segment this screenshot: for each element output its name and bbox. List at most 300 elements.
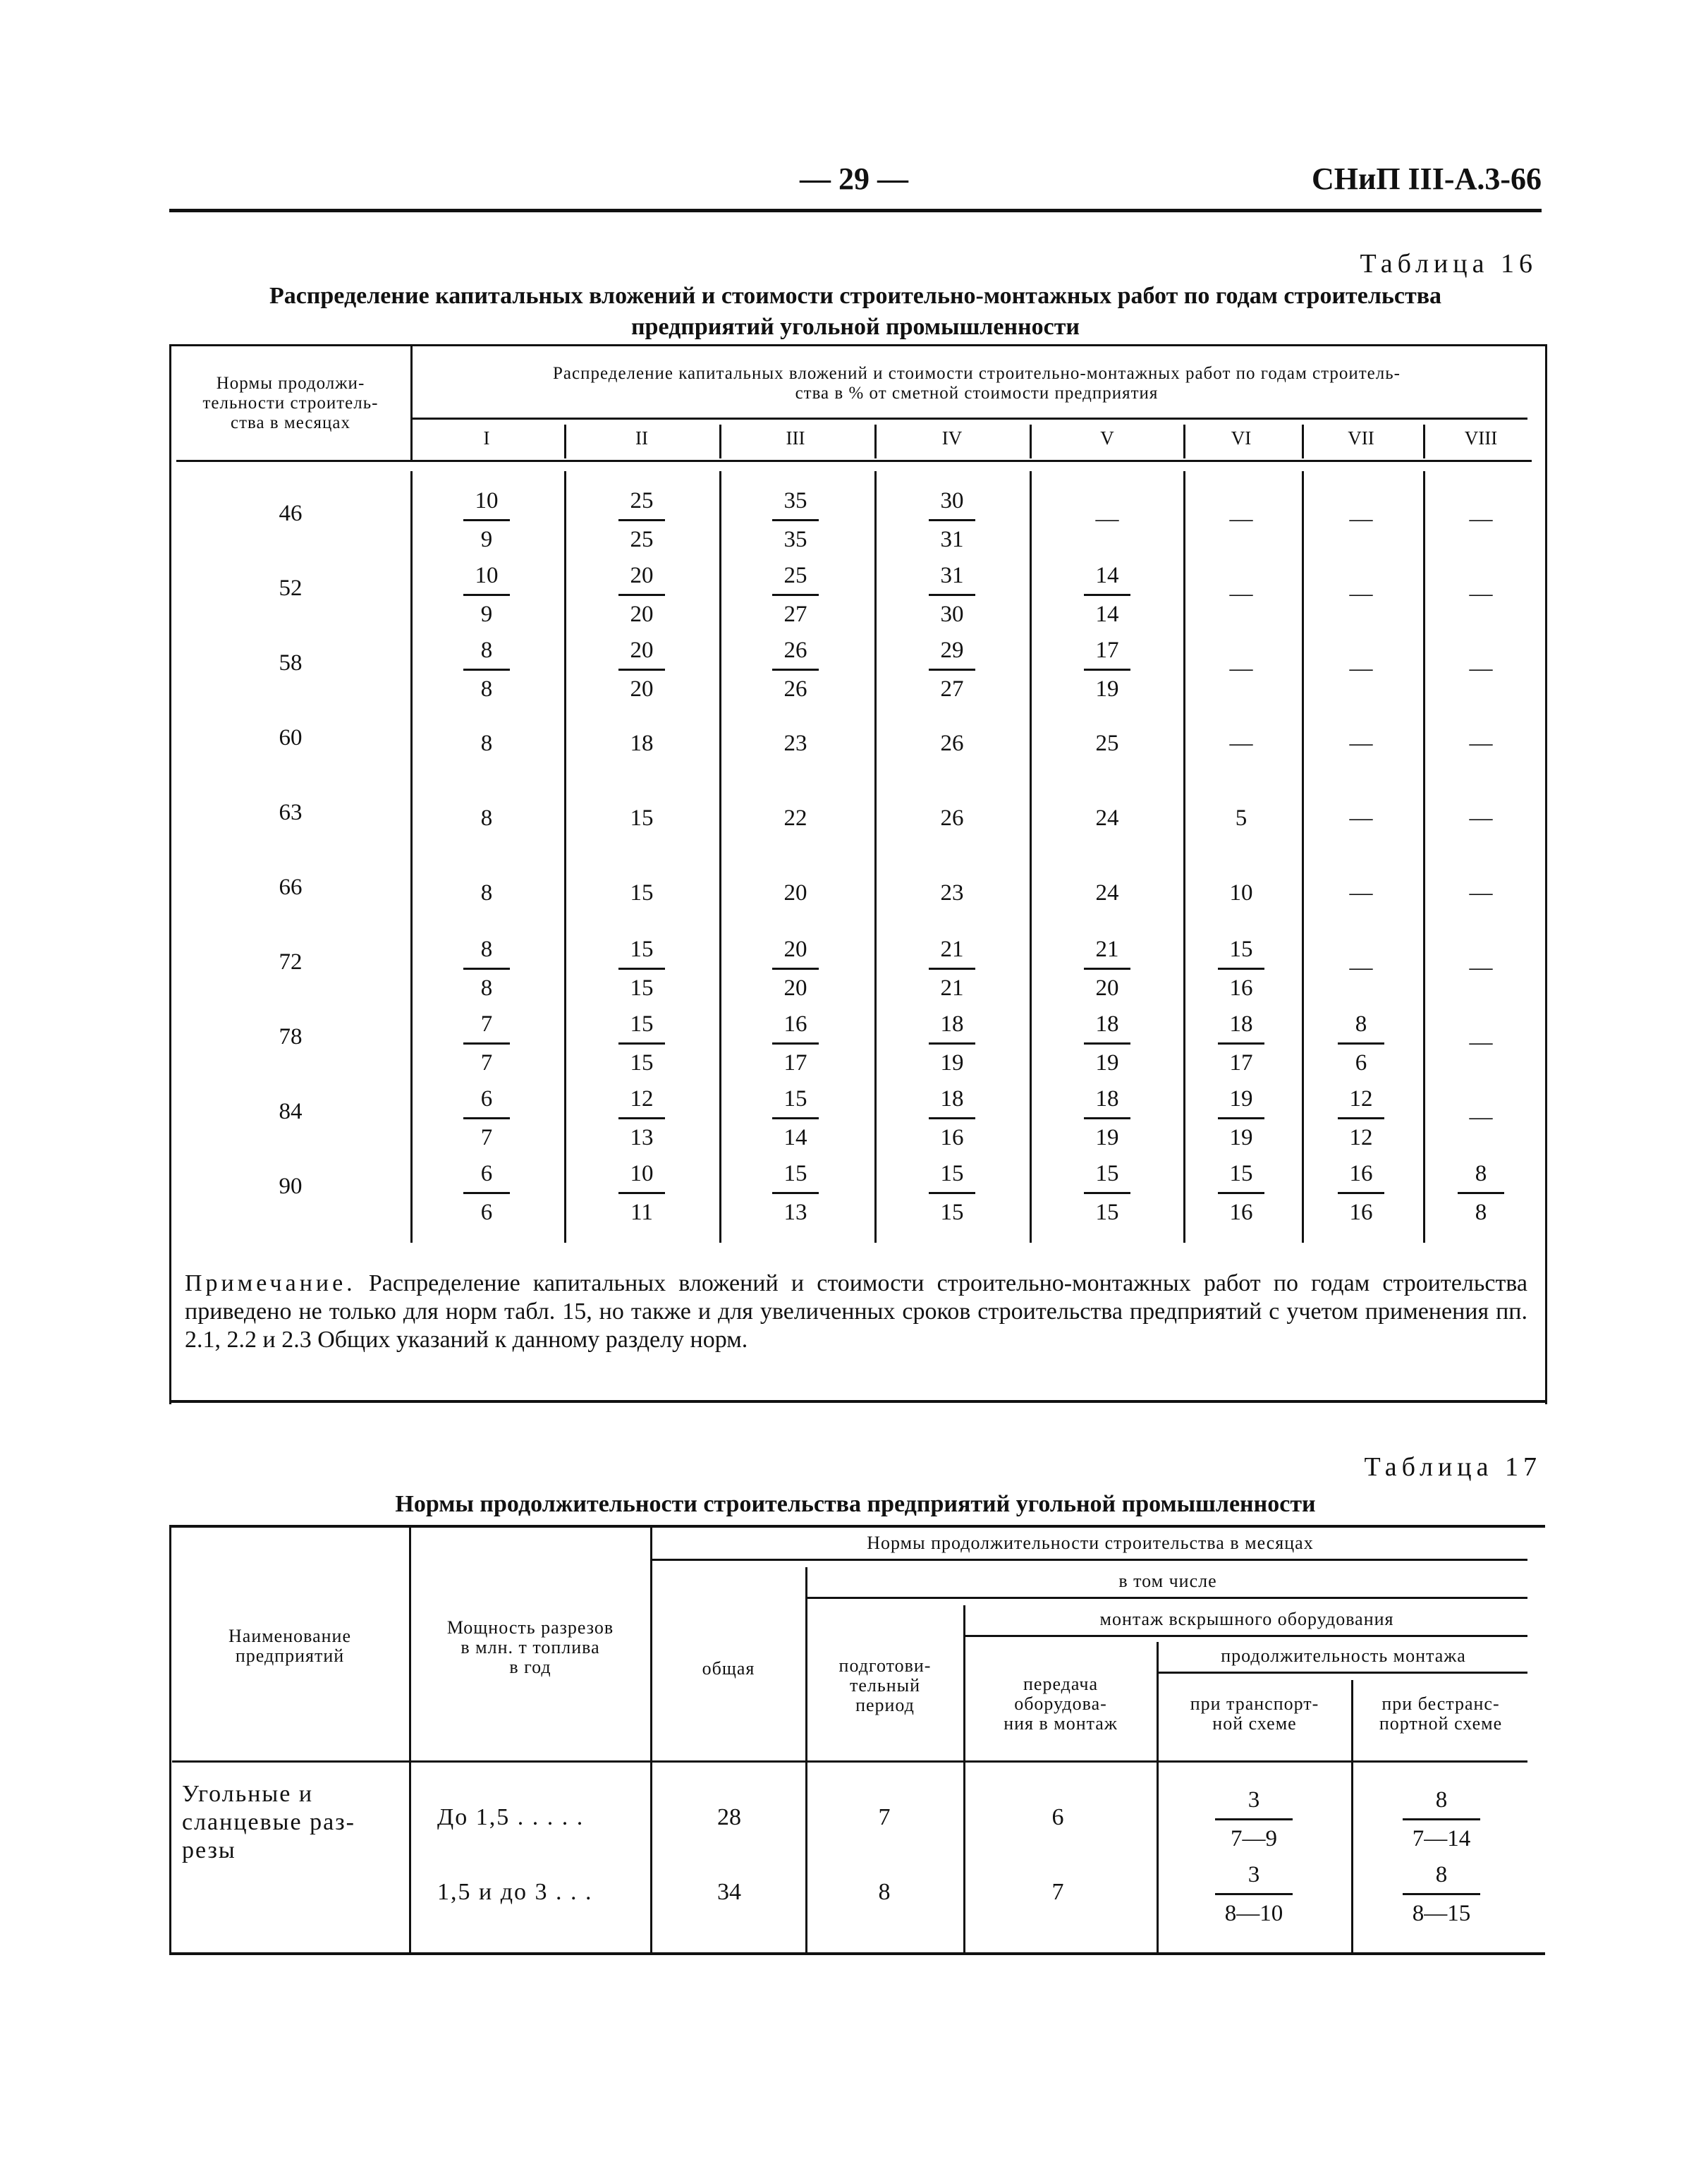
single-value: 10 <box>1229 880 1253 906</box>
percent-cell <box>757 1157 834 1229</box>
numerator: 21 <box>940 937 964 962</box>
body-column-divider <box>719 471 721 1243</box>
percent-cell <box>1068 783 1146 835</box>
denominator: 20 <box>630 602 654 627</box>
denominator: 20 <box>630 676 654 702</box>
col0-header-line: тельности строитель- <box>202 394 379 413</box>
fraction-bar <box>772 594 819 596</box>
row-months: 72 <box>279 949 303 975</box>
numerator: 29 <box>940 638 964 663</box>
h-prep-line: тельный <box>849 1675 921 1696</box>
numerator: 15 <box>1229 937 1253 962</box>
percent-cell <box>448 932 525 1005</box>
empty-dash: — <box>1349 581 1373 607</box>
empty-dash: — <box>1229 506 1253 532</box>
denominator: 7—9 <box>1231 1826 1277 1851</box>
table17-col-divider <box>1157 1642 1159 1952</box>
transfer-cell: 6 <box>1051 1804 1064 1830</box>
numerator: 21 <box>1095 937 1119 962</box>
percent-cell <box>913 633 991 706</box>
table17-including-rule <box>807 1597 1527 1599</box>
row-months: 90 <box>279 1174 303 1199</box>
percent-cell <box>603 633 681 706</box>
percent-cell <box>1322 783 1400 835</box>
row-months: 60 <box>279 725 303 750</box>
fraction-bar <box>618 1192 665 1194</box>
table17-col-divider <box>409 1528 411 1952</box>
table16-note <box>185 1270 1527 1354</box>
denominator: 19 <box>1229 1125 1253 1150</box>
numerator: 20 <box>630 638 654 663</box>
fraction-bar <box>772 1192 819 1194</box>
table17-enterprise-name <box>182 1780 394 1865</box>
year-header-1: I <box>483 427 490 449</box>
table17-h-transfer <box>966 1674 1155 1734</box>
denominator: 15 <box>630 1050 654 1076</box>
note-text: Распределение капитальных вложений и стоимости строительно-монтажных работ по годам строительства приведено не только для норм табл. 15, но также и для увеличенных сроков строительства предприятий с учетом применения пп. 2.1, 2.2 и 2.3 Общих указаний к данному разделу норм. <box>185 1270 1527 1353</box>
table17-col-divider <box>1351 1680 1353 1952</box>
denominator: 15 <box>1095 1200 1119 1225</box>
capacity-cell: 1,5 и до 3 . . . <box>437 1879 593 1905</box>
denominator: 19 <box>940 1050 964 1076</box>
denominator: 9 <box>480 602 493 627</box>
table17-col-divider <box>805 1567 807 1952</box>
numerator: 31 <box>940 563 964 588</box>
percent-cell <box>1068 932 1146 1005</box>
table16-header-bottom-rule <box>176 460 1532 462</box>
percent-cell <box>1068 559 1146 631</box>
year-header-5: V <box>1100 427 1114 449</box>
body-column-divider <box>1423 471 1425 1243</box>
single-value: 15 <box>630 880 654 906</box>
denominator: 13 <box>630 1125 654 1150</box>
year-header-divider <box>1183 425 1185 458</box>
fraction-bar <box>463 519 510 521</box>
h-capacity-line: в млн. т топлива <box>460 1637 600 1657</box>
empty-dash: — <box>1349 731 1373 756</box>
fraction-bar <box>1084 594 1130 596</box>
table16-bottom-rule <box>169 1400 1545 1403</box>
percent-cell <box>1202 1007 1280 1080</box>
percent-cell <box>1442 1007 1520 1059</box>
percent-cell <box>913 559 991 631</box>
numerator: 6 <box>480 1086 493 1112</box>
table17-h-including: в том числе <box>1118 1571 1217 1591</box>
percent-cell <box>913 1082 991 1155</box>
fraction-bar <box>463 1042 510 1045</box>
h-transfer-line: передача <box>1023 1674 1098 1694</box>
fraction-bar <box>1218 968 1264 970</box>
table16-col0-header <box>171 374 410 433</box>
percent-cell <box>1202 708 1280 760</box>
empty-dash: — <box>1469 656 1493 681</box>
fraction-bar <box>463 669 510 671</box>
denominator: 9 <box>480 527 493 552</box>
percent-cell <box>603 708 681 760</box>
percent-cell <box>603 858 681 910</box>
empty-dash: — <box>1229 656 1253 681</box>
denominator: 11 <box>630 1200 653 1225</box>
denominator: 16 <box>940 1125 964 1150</box>
percent-cell <box>1068 633 1146 706</box>
single-value: 18 <box>630 731 654 756</box>
percent-cell <box>913 1007 991 1080</box>
percent-cell <box>1322 633 1400 686</box>
numerator: 8 <box>1475 1161 1487 1186</box>
percent-cell <box>1068 708 1146 760</box>
fraction-bar <box>772 1042 819 1045</box>
fraction-bar <box>929 1192 975 1194</box>
table17-h-name <box>172 1626 408 1666</box>
percent-cell <box>1068 1157 1146 1229</box>
fraction-bar <box>772 669 819 671</box>
numerator: 15 <box>783 1086 807 1112</box>
numerator: 18 <box>1095 1086 1119 1112</box>
h-nontransport-line: портной схеме <box>1379 1713 1503 1734</box>
percent-cell <box>913 708 991 760</box>
percent-cell <box>1202 633 1280 686</box>
fraction-bar <box>929 519 975 521</box>
year-header-divider <box>564 425 566 458</box>
numerator: 30 <box>940 488 964 513</box>
single-value: 20 <box>783 880 807 906</box>
percent-cell <box>1322 708 1400 760</box>
fraction-bar <box>618 1042 665 1045</box>
row-months: 52 <box>279 576 303 601</box>
denominator: 26 <box>783 676 807 702</box>
denominator: 27 <box>940 676 964 702</box>
denominator: 7—14 <box>1412 1826 1471 1851</box>
h-name-line: Наименование <box>228 1626 351 1646</box>
denominator: 16 <box>1349 1200 1373 1225</box>
total-cell: 28 <box>717 1804 741 1830</box>
row-months: 66 <box>279 875 303 900</box>
fraction-bar <box>1218 1042 1264 1045</box>
numerator: 18 <box>1229 1011 1253 1037</box>
fraction-bar <box>463 968 510 970</box>
percent-cell <box>603 932 681 1005</box>
document-reference: СНиП III-А.3-66 <box>1311 162 1542 196</box>
percent-cell <box>1442 783 1520 835</box>
percent-cell <box>1322 858 1400 910</box>
percent-cell <box>1202 783 1280 835</box>
empty-dash: — <box>1349 805 1373 831</box>
numerator: 18 <box>940 1011 964 1037</box>
fraction-bar <box>772 1117 819 1119</box>
numerator: 16 <box>1349 1161 1373 1186</box>
fraction-bar <box>772 519 819 521</box>
row-months: 58 <box>279 650 303 676</box>
percent-cell <box>1442 708 1520 760</box>
percent-cell <box>757 559 834 631</box>
row-months: 63 <box>279 800 303 825</box>
row-months: 84 <box>279 1099 303 1124</box>
h-transport-line: при транспорт- <box>1190 1693 1319 1714</box>
percent-cell <box>603 1007 681 1080</box>
prep-cell: 7 <box>878 1804 891 1830</box>
table17-h-prep <box>808 1656 962 1715</box>
percent-cell <box>448 633 525 706</box>
table17-col-divider <box>650 1528 652 1952</box>
table17-top-rule <box>169 1525 1545 1528</box>
denominator: 16 <box>1229 975 1253 1001</box>
fraction-bar <box>1084 1192 1130 1194</box>
capacity-cell: До 1,5 . . . . . <box>437 1804 585 1830</box>
denominator: 8—15 <box>1412 1901 1471 1926</box>
numerator: 10 <box>630 1161 654 1186</box>
numerator: 35 <box>783 488 807 513</box>
denominator: 7 <box>480 1050 493 1076</box>
table17-col-divider <box>963 1605 965 1952</box>
table17-h-norms: Нормы продолжительности строительства в месяцах <box>867 1533 1314 1553</box>
fraction-bar <box>618 968 665 970</box>
prep-cell: 8 <box>878 1879 891 1905</box>
single-value: 24 <box>1095 880 1119 906</box>
empty-dash: — <box>1469 731 1493 756</box>
numerator: 10 <box>475 488 499 513</box>
fraction-bar <box>463 1192 510 1194</box>
year-header-2: II <box>635 427 648 449</box>
fraction-bar <box>1458 1192 1504 1194</box>
empty-dash: — <box>1469 955 1493 980</box>
fraction-bar <box>929 968 975 970</box>
fraction-bar <box>1215 1818 1293 1820</box>
numerator: 10 <box>475 563 499 588</box>
empty-dash: — <box>1349 880 1373 906</box>
fraction-bar <box>1338 1117 1384 1119</box>
percent-cell <box>1202 1082 1280 1155</box>
percent-cell <box>1322 559 1400 611</box>
percent-cell <box>603 484 681 556</box>
fraction-bar <box>929 594 975 596</box>
percent-cell <box>1442 633 1520 686</box>
percent-cell <box>1322 1157 1400 1229</box>
transport-cell <box>1197 1858 1310 1930</box>
enterprise-name-line: Угольные и <box>182 1781 314 1807</box>
percent-cell <box>1322 1082 1400 1155</box>
empty-dash: — <box>1229 581 1253 607</box>
numerator: 8 <box>480 937 493 962</box>
table17-bottom-rule <box>169 1952 1545 1955</box>
percent-cell <box>1068 484 1146 536</box>
fraction-bar <box>1338 1192 1384 1194</box>
percent-cell <box>448 484 525 556</box>
numerator: 19 <box>1229 1086 1253 1112</box>
table16-title <box>169 281 1542 343</box>
denominator: 16 <box>1229 1200 1253 1225</box>
percent-cell <box>757 633 834 706</box>
h-capacity-line: в год <box>509 1657 551 1677</box>
table17-h-duration: продолжительность монтажа <box>1221 1645 1466 1666</box>
col0-header-line: ства в месяцах <box>230 413 350 432</box>
note-lead: Примечание. <box>185 1270 356 1296</box>
fraction-bar <box>1084 1117 1130 1119</box>
h-transfer-line: ния в монтаж <box>1004 1713 1118 1734</box>
numerator: 25 <box>783 563 807 588</box>
denominator: 15 <box>630 975 654 1001</box>
percent-cell <box>448 1157 525 1229</box>
table17-mount-rule <box>965 1635 1527 1637</box>
empty-dash: — <box>1349 506 1373 532</box>
percent-cell <box>448 1007 525 1080</box>
numerator: 6 <box>480 1161 493 1186</box>
denominator: 17 <box>783 1050 807 1076</box>
fraction-bar <box>929 669 975 671</box>
single-value: 26 <box>940 805 964 831</box>
year-header-7: VII <box>1348 427 1374 449</box>
percent-cell <box>448 559 525 631</box>
year-header-3: III <box>786 427 805 449</box>
single-value: 25 <box>1095 731 1119 756</box>
denominator: 14 <box>1095 602 1119 627</box>
enterprise-name-line: сланцевые раз- <box>182 1809 355 1835</box>
percent-cell <box>603 1082 681 1155</box>
denominator: 14 <box>783 1125 807 1150</box>
h-prep-line: период <box>855 1695 915 1715</box>
table17-title: Нормы продолжительности строительства предприятий угольной промышленности <box>395 1491 1316 1517</box>
numerator: 16 <box>783 1011 807 1037</box>
percent-cell <box>448 858 525 910</box>
empty-dash: — <box>1469 506 1493 532</box>
numerator: 15 <box>630 937 654 962</box>
fraction-bar <box>618 1117 665 1119</box>
denominator: 30 <box>940 602 964 627</box>
row-months: 46 <box>279 501 303 526</box>
table17-norms-rule <box>652 1559 1527 1561</box>
percent-cell <box>1442 858 1520 910</box>
denominator: 20 <box>1095 975 1119 1001</box>
percent-cell <box>757 1082 834 1155</box>
table16-group-header <box>416 364 1537 403</box>
header-rule <box>169 209 1542 212</box>
percent-cell <box>448 783 525 835</box>
numerator: 12 <box>630 1086 654 1112</box>
fraction-bar <box>1084 968 1130 970</box>
page-number: — 29 — <box>800 162 908 196</box>
denominator: 8 <box>480 676 493 702</box>
percent-cell <box>913 858 991 910</box>
percent-cell <box>757 484 834 556</box>
table16-label: Таблица 16 <box>1360 249 1537 279</box>
percent-cell <box>1442 1082 1520 1134</box>
percent-cell <box>913 932 991 1005</box>
year-header-8: VIII <box>1464 427 1498 449</box>
percent-cell <box>1068 858 1146 910</box>
empty-dash: — <box>1469 805 1493 831</box>
numerator: 3 <box>1248 1787 1260 1813</box>
denominator: 8 <box>1475 1200 1487 1225</box>
table17-h-capacity <box>412 1618 649 1677</box>
numerator: 25 <box>630 488 654 513</box>
percent-cell <box>1068 1082 1146 1155</box>
fraction-bar <box>1084 669 1130 671</box>
fraction-bar <box>1084 1042 1130 1045</box>
fraction-bar <box>463 1117 510 1119</box>
numerator: 3 <box>1248 1862 1260 1887</box>
percent-cell <box>1202 484 1280 536</box>
enterprise-name-line: резы <box>182 1837 236 1863</box>
numerator: 12 <box>1349 1086 1373 1112</box>
percent-cell <box>603 783 681 835</box>
transport-cell <box>1197 1783 1310 1856</box>
single-value: 23 <box>783 731 807 756</box>
body-column-divider <box>564 471 566 1243</box>
numerator: 7 <box>480 1011 493 1037</box>
fraction-bar <box>772 968 819 970</box>
body-column-divider <box>1030 471 1032 1243</box>
h-transfer-line: оборудова- <box>1014 1693 1107 1714</box>
empty-dash: — <box>1469 581 1493 607</box>
percent-cell <box>757 858 834 910</box>
numerator: 15 <box>940 1161 964 1186</box>
single-value: 24 <box>1095 805 1119 831</box>
denominator: 15 <box>940 1200 964 1225</box>
empty-dash: — <box>1349 955 1373 980</box>
denominator: 31 <box>940 527 964 552</box>
table17-h-mount: монтаж вскрышного оборудования <box>1099 1609 1394 1629</box>
denominator: 13 <box>783 1200 807 1225</box>
denominator: 20 <box>783 975 807 1001</box>
table16-title-line1: Распределение капитальных вложений и стоимости строительно-монтажных работ по годам строительства <box>269 283 1442 309</box>
year-header-divider <box>1302 425 1304 458</box>
percent-cell <box>757 932 834 1005</box>
h-prep-line: подготови- <box>838 1655 932 1676</box>
h-name-line: предприятий <box>235 1645 345 1666</box>
empty-dash: — <box>1229 731 1253 756</box>
percent-cell <box>1202 858 1280 910</box>
total-cell: 34 <box>717 1879 741 1905</box>
h-capacity-line: Мощность разрезов <box>446 1617 614 1638</box>
nontransport-cell <box>1385 1783 1498 1856</box>
percent-cell <box>1322 932 1400 985</box>
single-value: 8 <box>480 805 493 831</box>
fraction-bar <box>1403 1818 1480 1820</box>
h-nontransport-line: при бестранс- <box>1381 1693 1500 1714</box>
year-header-divider <box>719 425 721 458</box>
numerator: 15 <box>1095 1161 1119 1186</box>
single-value: 8 <box>480 880 493 906</box>
numerator: 8 <box>480 638 493 663</box>
body-column-divider <box>1183 471 1185 1243</box>
numerator: 8 <box>1435 1787 1448 1813</box>
empty-dash: — <box>1349 656 1373 681</box>
denominator: 19 <box>1095 1050 1119 1076</box>
fraction-bar <box>929 1117 975 1119</box>
percent-cell <box>913 1157 991 1229</box>
numerator: 20 <box>783 937 807 962</box>
table17-label: Таблица 17 <box>1364 1452 1542 1482</box>
single-value: 5 <box>1235 805 1248 831</box>
percent-cell <box>448 708 525 760</box>
fraction-bar <box>929 1042 975 1045</box>
percent-cell <box>1202 932 1280 1005</box>
percent-cell <box>757 783 834 835</box>
fraction-bar <box>618 669 665 671</box>
year-header-divider <box>1423 425 1425 458</box>
percent-cell <box>1322 484 1400 536</box>
row-months: 78 <box>279 1024 303 1049</box>
fraction-bar <box>1215 1893 1293 1895</box>
single-value: 26 <box>940 731 964 756</box>
fraction-bar <box>618 594 665 596</box>
transfer-cell: 7 <box>1051 1879 1064 1905</box>
fraction-bar <box>1218 1117 1264 1119</box>
denominator: 6 <box>1355 1050 1367 1076</box>
table16-title-line2: предприятий угольной промышленности <box>630 314 1080 340</box>
percent-cell <box>603 559 681 631</box>
numerator: 17 <box>1095 638 1119 663</box>
numerator: 20 <box>630 563 654 588</box>
